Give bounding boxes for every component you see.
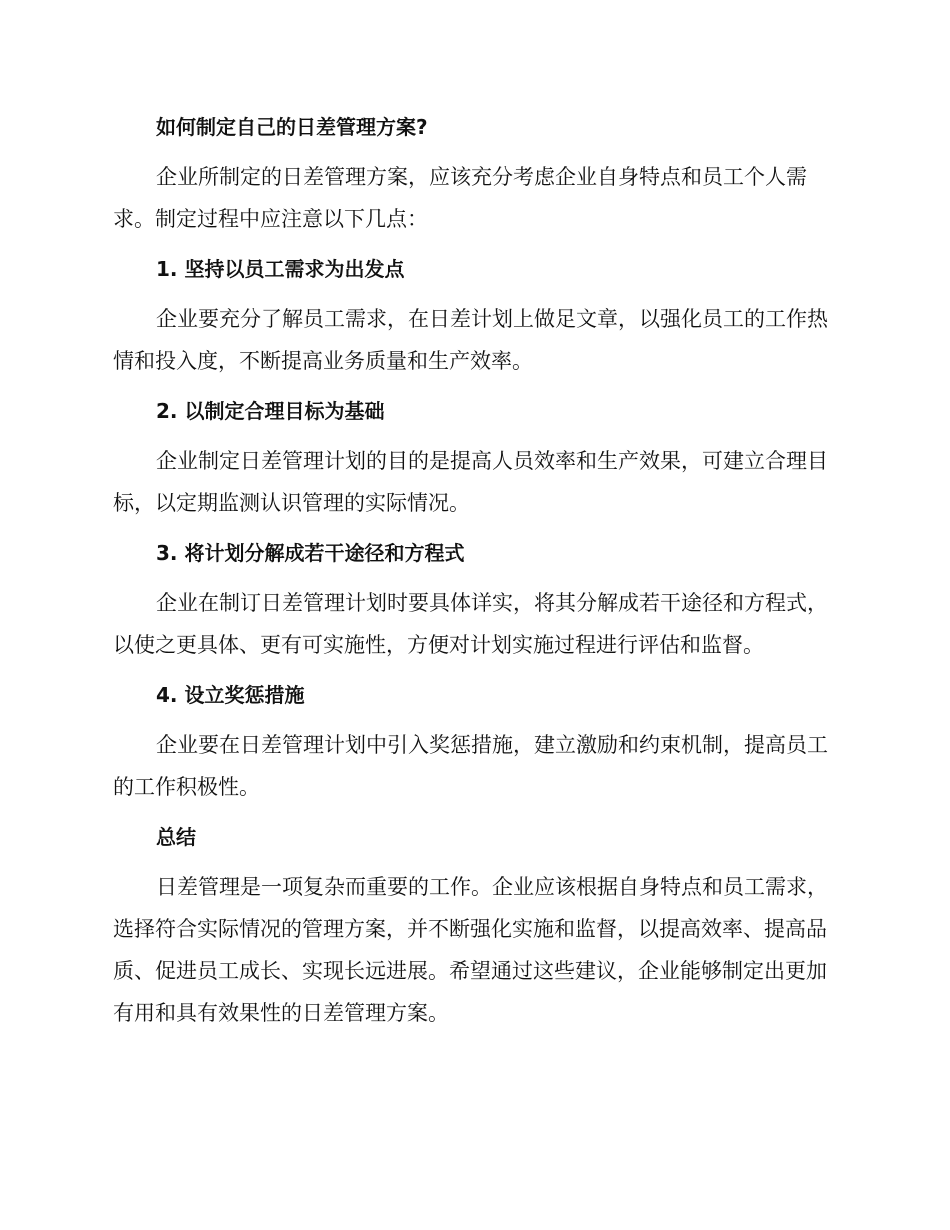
summary-body: 日差管理是一项复杂而重要的工作。企业应该根据自身特点和员工需求，选择符合实际情况的管理方案，并不断强化实施和监督，以提高效率、提高品质、促进员工成长、实现长远进展。希望通过这些建议，企业能够制定出更加有用和具有效果性的日差管理方案。 <box>113 875 828 1025</box>
intro-paragraph: 企业所制定的日差管理方案，应该充分考虑企业自身特点和员工个人需求。制定过程中应注意以下几点： <box>113 165 807 231</box>
section-2-body: 企业制定日差管理计划的目的是提高人员效率和生产效果，可建立合理目标，以定期监测认识管理的实际情况。 <box>113 449 828 515</box>
document-title: 如何制定自己的日差管理方案? <box>156 115 428 139</box>
section-3-body: 企业在制订日差管理计划时要具体详实，将其分解成若干途径和方程式，以使之更具体、更有可实施性，方便对计划实施过程进行评估和监督。 <box>113 591 828 657</box>
section-3-heading: 3. 将计划分解成若干途径和方程式 <box>156 541 465 565</box>
section-4-heading: 4. 设立奖惩措施 <box>156 683 305 707</box>
section-4-body: 企业要在日差管理计划中引入奖惩措施，建立激励和约束机制，提高员工的工作积极性。 <box>113 733 828 799</box>
summary-heading: 总结 <box>156 825 196 849</box>
section-1-body: 企业要充分了解员工需求，在日差计划上做足文章，以强化员工的工作热情和投入度，不断提高业务质量和生产效率。 <box>113 307 828 373</box>
section-1-heading: 1. 坚持以员工需求为出发点 <box>156 257 405 281</box>
section-2-heading: 2. 以制定合理目标为基础 <box>156 399 385 423</box>
document-body <box>113 106 837 1034</box>
